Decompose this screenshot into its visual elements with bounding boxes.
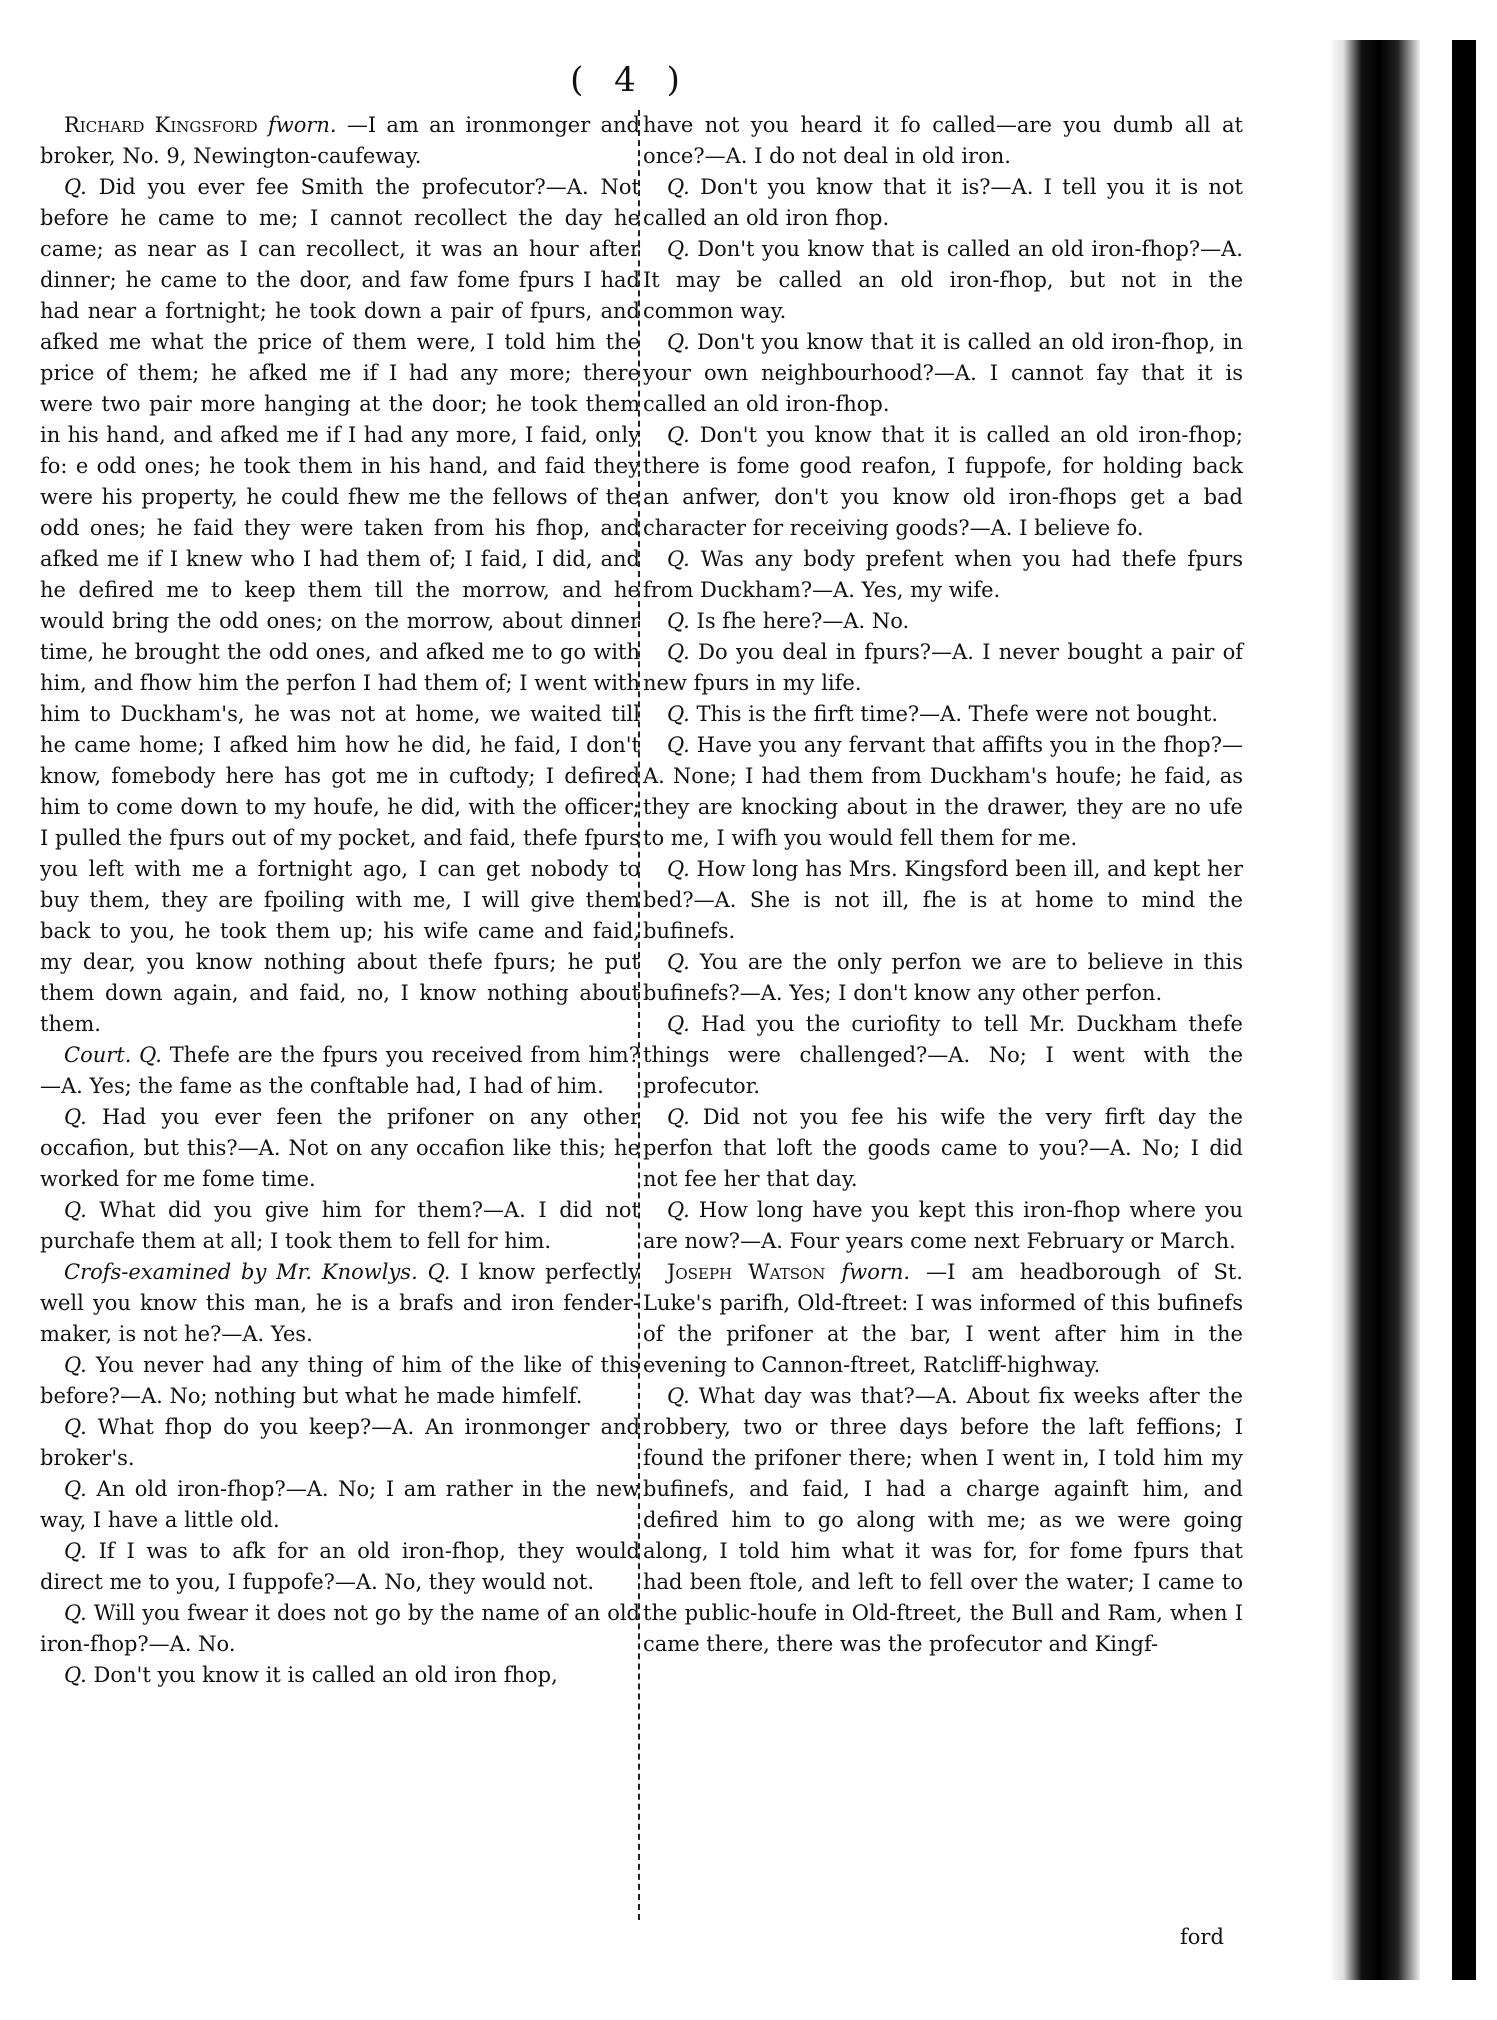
column-divider: [638, 110, 640, 1920]
paragraph: [40, 1257, 640, 1350]
paragraph: [643, 110, 1243, 172]
question-mark-label: Q.: [667, 857, 690, 881]
question-mark-label: Q.: [64, 1663, 87, 1687]
paragraph: [643, 699, 1243, 730]
paragraph-text: You are the only perfon we are to believe in this bufinefs?—A. Yes; I don't know any other perfon.: [643, 950, 1243, 1005]
question-mark-label: Q.: [667, 702, 690, 726]
paragraph: [643, 730, 1243, 854]
question-mark-label: Q.: [64, 1539, 87, 1563]
paragraph-text: Is fhe here?—A. No.: [696, 609, 910, 633]
paragraph: [643, 1257, 1243, 1381]
paragraph-text: have not you heard it fo called—are you dumb all at once?—A. I do not deal in old iron.: [643, 113, 1243, 168]
question-mark-label: Q.: [667, 950, 690, 974]
paragraph-text: Did not you fee his wife the very firft day the perfon that loft the goods came to you?—A. No; I did not fee her that day.: [643, 1105, 1243, 1191]
italic-lead: Crofs-examined by Mr. Knowlys.: [64, 1260, 418, 1284]
paragraph-text: Was any body prefent when you had thefe fpurs from Duckham?—A. Yes, my wife.: [643, 547, 1243, 602]
paragraph: [643, 544, 1243, 606]
paragraph: [40, 172, 640, 1040]
paragraph-text: This is the firft time?—A. Thefe were not bought.: [696, 702, 1219, 726]
paragraph: [40, 1102, 640, 1195]
paragraph: [40, 1040, 640, 1102]
paragraph: [643, 1195, 1243, 1257]
question-mark-label: Q.: [667, 640, 690, 664]
paragraph: [643, 606, 1243, 637]
paragraph-text: —I am headborough of St. Luke's parifh, Old-ftreet: I was informed of this bufinefs of the prifoner at the bar, I went after him in the evening to Cannon-ftreet, Ratcliff-highway.: [643, 1260, 1243, 1377]
paragraph-text: What did you give him for them?—A. I did not purchafe them at all; I took them to fell for him.: [40, 1198, 640, 1253]
paragraph-text: —I am an ironmonger and broker, No. 9, Newington-caufeway.: [40, 113, 640, 168]
paragraph: [643, 234, 1243, 327]
paragraph-text: You never had any thing of him of the like of this before?—A. No; nothing but what he made himfelf.: [40, 1353, 640, 1408]
question-mark-label: Q.: [64, 1601, 87, 1625]
paragraph-text: Don't you know that is called an old iron-fhop?—A. It may be called an old iron-fhop, but not in the common way.: [643, 237, 1243, 323]
paragraph: [643, 947, 1243, 1009]
paragraph-text: I know perfectly well you know this man, he is a brafs and iron fender-maker, is not he?—A. Yes.: [40, 1260, 640, 1346]
question-mark-label: Q.: [667, 237, 690, 261]
paragraph: [40, 1598, 640, 1660]
question-mark-label: Q.: [64, 1105, 87, 1129]
paragraph: [643, 854, 1243, 947]
paragraph: [643, 1381, 1243, 1660]
paragraph-text: Don't you know that it is?—A. I tell you it is not called an old iron fhop.: [643, 175, 1243, 230]
paragraph: [40, 1350, 640, 1412]
paragraph: [40, 1536, 640, 1598]
question-mark-label: Q.: [64, 1477, 87, 1501]
paragraph: [643, 1009, 1243, 1102]
paragraph: [643, 637, 1243, 699]
paragraph-text: Had you ever feen the prifoner on any other occafion, but this?—A. Not on any occafion like this; he worked for me fome time.: [40, 1105, 640, 1191]
paragraph-text: What day was that?—A. About fix weeks after the robbery, two or three days before the laft feffions; I found the prifoner there; when I went in, I told him my bufinefs, and faid, I had a charge againft him, and defired him to go along with me; as we were going along, I told him what it was for, for fome fpurs that had been ftole, and left to fell over the water; I came to the public-houfe in Old-ftreet, the Bull and Ram, when I came there, there was the profecutor and Kingf-: [643, 1384, 1243, 1656]
right-column: [643, 110, 1243, 1660]
left-column: [40, 110, 640, 1691]
question-mark-label: Q.: [667, 733, 690, 757]
paragraph: [40, 1412, 640, 1474]
question-mark-label: Q.: [64, 1198, 87, 1222]
paragraph-text: What fhop do you keep?—A. An ironmonger and broker's.: [40, 1415, 640, 1470]
question-mark-label: Q.: [667, 609, 690, 633]
question-mark-label: Q.: [667, 1012, 690, 1036]
question-mark-label: Q.: [667, 1105, 690, 1129]
paragraph-text: Did you ever fee Smith the profecutor?—A. Not before he came to me; I cannot recollect the day he came; as near as I can recollect, it was an hour after dinner; he came to the door, and faw fome fpurs I had had near a fortnight; he took down a pair of fpurs, and afked me what the price of them were, I told him the price of them; he afked me if I had any more; there were two pair more hanging at the door; he took them in his hand, and afked me if I had any more, I faid, only fo: e odd ones; he took them in his hand, and faid they were his property, he could fhew me the fellows of the odd ones; he faid they were taken from his fhop, and afked me if I knew who I had them of; I faid, I did, and he defired me to keep them till the morrow, and he would bring the odd ones; on the morrow, about dinner time, he brought the odd ones, and afked me to go with him, and fhow him the perfon I had them of; I went with him to Duckham's, he was not at home, we waited till he came home; I afked him how he did, he faid, I don't know, fomebody here has got me in cuftody; I defired him to come down to my houfe, he did, with the officer; I pulled the fpurs out of my pocket, and faid, thefe fpurs you left with me a fortnight ago, I can get nobody to buy them, they are fpoiling with me, I will give them back to you, he took them up; his wife came and faid, my dear, you know nothing about thefe fpurs; he put them down again, and faid, no, I know nothing about them.: [40, 175, 640, 1036]
paragraph: [643, 1102, 1243, 1195]
question-mark-label: Q.: [667, 423, 690, 447]
paragraph-text: Don't you know that it is called an old iron-fhop, in your own neighbourhood?—A. I cannot fay that it is called an old iron-fhop.: [643, 330, 1243, 416]
question-mark-label: Q.: [667, 175, 690, 199]
italic-lead: fworn.: [841, 1260, 911, 1284]
witness-name: Richard Kingsford: [64, 113, 258, 137]
paragraph-text: An old iron-fhop?—A. No; I am rather in the new way, I have a little old.: [40, 1477, 640, 1532]
paragraph-text: Don't you know it is called an old iron fhop,: [93, 1663, 558, 1687]
paragraph: [40, 1474, 640, 1536]
paragraph-text: Had you the curiofity to tell Mr. Duckham thefe things were challenged?—A. No; I went with the profecutor.: [643, 1012, 1243, 1098]
italic-lead: Court.: [64, 1043, 132, 1067]
paragraph-text: Do you deal in fpurs?—A. I never bought a pair of new fpurs in my life.: [643, 640, 1243, 695]
question-mark-label: Q.: [427, 1260, 451, 1284]
paragraph-text: Don't you know that it is called an old iron-fhop; there is fome good reafon, I fuppofe, for holding back an anfwer, don't you know old iron-fhops get a bad character for receiving goods?—A. I believe fo.: [643, 423, 1243, 540]
paragraph-text: How long have you kept this iron-fhop where you are now?—A. Four years come next February or March.: [643, 1198, 1243, 1253]
paragraph-text: How long has Mrs. Kingsford been ill, and kept her bed?—A. She is not ill, fhe is at home to mind the bufinefs.: [643, 857, 1243, 943]
paragraph-text: Thefe are the fpurs you received from him?—A. Yes; the fame as the conftable had, I had of him.: [40, 1043, 640, 1098]
question-mark-label: Q.: [64, 1415, 87, 1439]
paragraph: [643, 420, 1243, 544]
question-mark-label: Q.: [667, 1198, 690, 1222]
paragraph: [40, 110, 640, 172]
paragraph: [643, 172, 1243, 234]
paragraph-text: If I was to afk for an old iron-fhop, they would direct me to you, I fuppofe?—A. No, they would not.: [40, 1539, 640, 1594]
paragraph: [40, 1660, 640, 1691]
binding-edge-shadow: [1330, 40, 1420, 1980]
question-mark-label: Q.: [64, 175, 87, 199]
question-mark-label: Q.: [667, 1384, 690, 1408]
catchword: ford: [1180, 1925, 1224, 1949]
question-mark-label: Q.: [139, 1043, 162, 1067]
paragraph: [40, 1195, 640, 1257]
paragraph-text: Have you any fervant that affifts you in the fhop?—A. None; I had them from Duckham's houfe; he faid, as they are knocking about in the drawer, they are no ufe to me, I wifh you would fell them for me.: [643, 733, 1243, 850]
question-mark-label: Q.: [667, 330, 690, 354]
paragraph-text: Will you fwear it does not go by the name of an old iron-fhop?—A. No.: [40, 1601, 640, 1656]
page-number: ( 4 ): [570, 60, 690, 100]
italic-lead: fworn.: [267, 113, 337, 137]
binding-stripe: [1452, 40, 1476, 1980]
paragraph: [643, 327, 1243, 420]
witness-name: Joseph Watson: [667, 1260, 826, 1284]
question-mark-label: Q.: [64, 1353, 87, 1377]
question-mark-label: Q.: [667, 547, 690, 571]
